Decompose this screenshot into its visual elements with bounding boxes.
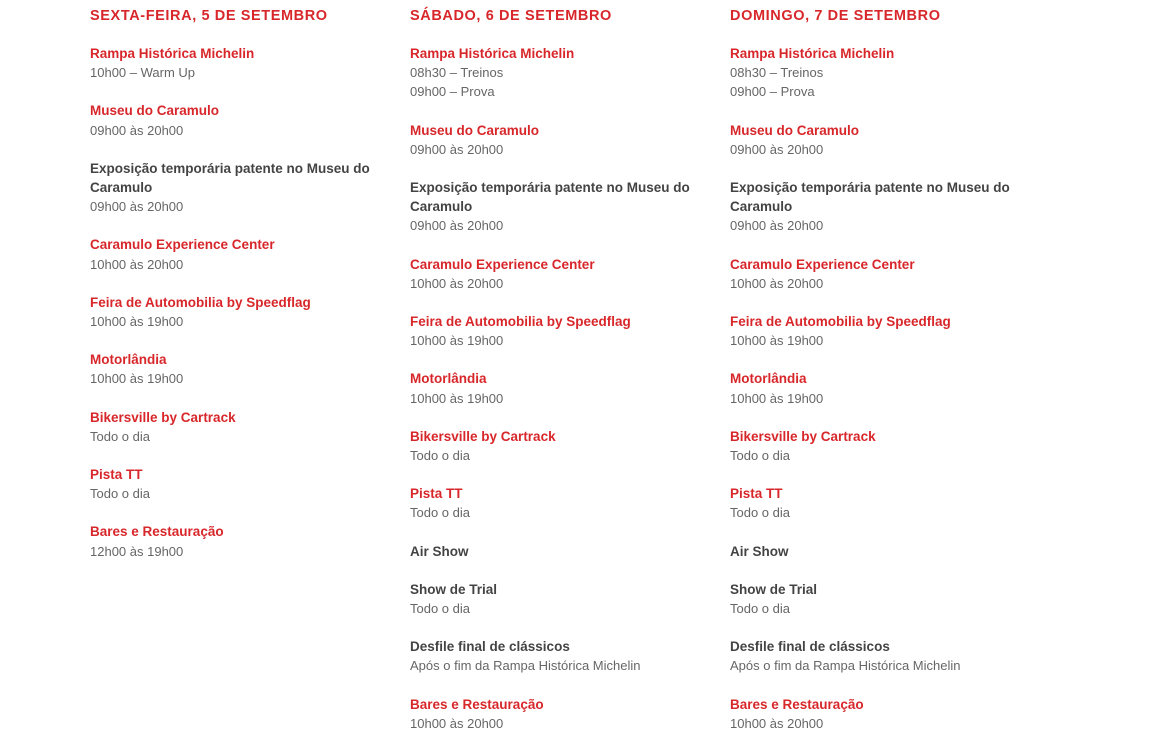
event-time: Todo o dia	[410, 505, 470, 521]
event-title: Air Show	[410, 543, 469, 559]
event-time: Todo o dia	[90, 486, 150, 502]
event-item	[90, 44, 390, 82]
event-item	[410, 580, 710, 618]
event-title: Exposição temporária patente no Museu do Caramulo	[90, 160, 370, 196]
day-heading: SEXTA-FEIRA, 5 DE SETEMBRO	[90, 8, 328, 24]
event-time: 09h00 às 20h00	[90, 199, 184, 215]
event-time: 10h00 às 19h00	[90, 371, 184, 387]
event-title: Bares e Restauração	[410, 696, 544, 712]
event-title: Motorlândia	[90, 352, 167, 368]
event-title: Rampa Histórica Michelin	[90, 46, 255, 61]
event-time: 09h00 às 20h00	[730, 141, 824, 157]
event-title: Caramulo Experience Center	[90, 237, 275, 253]
event-time: Todo o dia	[730, 505, 790, 521]
event-title: Show de Trial	[730, 581, 818, 597]
event-time: 09h00 – Prova	[410, 84, 495, 100]
event-title: Air Show	[730, 543, 789, 559]
event-time: Após o fim da Rampa Histórica Michelin	[730, 658, 961, 674]
event-time: 08h30 – Treinos	[730, 65, 824, 81]
event-time: 09h00 às 20h00	[410, 218, 504, 234]
event-item	[410, 637, 710, 675]
event-title: Museu do Caramulo	[410, 122, 540, 138]
event-title: Bikersville by Cartrack	[90, 409, 236, 425]
event-item	[90, 159, 390, 217]
event-time: 12h00 às 19h00	[90, 543, 184, 559]
event-time: Todo o dia	[90, 428, 150, 444]
event-time: 10h00 às 20h00	[730, 275, 824, 291]
event-item	[410, 695, 710, 733]
event-time: 09h00 – Prova	[730, 84, 815, 100]
event-title: Motorlândia	[730, 371, 807, 387]
day-heading: SÁBADO, 6 DE SETEMBRO	[410, 8, 612, 24]
event-item	[730, 695, 1030, 733]
event-title: Museu do Caramulo	[730, 122, 860, 138]
event-time: 10h00 às 20h00	[730, 715, 824, 731]
event-item	[90, 465, 390, 503]
event-item	[410, 178, 710, 236]
event-title: Rampa Histórica Michelin	[730, 46, 895, 61]
event-item	[730, 637, 1030, 675]
event-time: 08h30 – Treinos	[410, 65, 504, 81]
event-time: 10h00 – Warm Up	[90, 65, 196, 81]
event-item	[90, 293, 390, 331]
event-item	[730, 121, 1030, 159]
event-title: Exposição temporária patente no Museu do Caramulo	[410, 180, 690, 215]
event-item	[730, 44, 1030, 102]
event-item	[410, 427, 710, 465]
event-title: Exposição temporária patente no Museu do Caramulo	[730, 180, 1010, 215]
event-item	[410, 121, 710, 159]
event-time: 10h00 às 20h00	[410, 275, 504, 291]
event-item	[730, 255, 1030, 293]
day-heading: DOMINGO, 7 DE SETEMBRO	[730, 8, 941, 24]
event-title: Pista TT	[90, 467, 143, 483]
event-item	[730, 580, 1030, 618]
event-item	[90, 235, 390, 273]
event-title: Bares e Restauração	[730, 696, 864, 712]
event-item	[730, 178, 1030, 236]
event-title: Caramulo Experience Center	[410, 256, 595, 272]
event-time: 10h00 às 20h00	[410, 715, 504, 731]
event-title: Desfile final de clássicos	[410, 639, 570, 655]
event-item	[410, 484, 710, 522]
event-item	[730, 312, 1030, 350]
event-title: Feira de Automobilia by Speedflag	[90, 294, 311, 310]
event-title: Bikersville by Cartrack	[730, 428, 876, 444]
event-item	[410, 369, 710, 407]
event-item	[730, 427, 1030, 465]
event-time: 10h00 às 19h00	[410, 333, 504, 349]
event-time: 10h00 às 19h00	[730, 390, 824, 406]
event-time: Todo o dia	[730, 448, 790, 464]
event-title: Bares e Restauração	[90, 524, 224, 540]
event-item	[730, 484, 1030, 522]
event-time: 09h00 às 20h00	[90, 122, 184, 138]
event-item	[730, 369, 1030, 407]
event-title: Feira de Automobilia by Speedflag	[410, 314, 631, 330]
event-title: Feira de Automobilia by Speedflag	[730, 314, 951, 330]
event-item	[410, 312, 710, 350]
event-time: Todo o dia	[410, 448, 470, 464]
event-list	[90, 44, 390, 561]
event-time: 10h00 às 19h00	[90, 314, 184, 330]
event-item	[90, 408, 390, 446]
event-time: 10h00 às 20h00	[90, 256, 184, 272]
event-title: Motorlândia	[410, 371, 487, 387]
event-title: Rampa Histórica Michelin	[410, 46, 575, 61]
event-title: Desfile final de clássicos	[730, 639, 890, 655]
event-title: Pista TT	[730, 486, 783, 502]
event-time: 10h00 às 19h00	[410, 390, 504, 406]
event-item	[90, 522, 390, 560]
event-title: Bikersville by Cartrack	[410, 428, 556, 444]
day-column-sunday	[730, 7, 1030, 752]
event-title: Show de Trial	[410, 581, 498, 597]
event-title: Pista TT	[410, 486, 463, 502]
event-time: 09h00 às 20h00	[730, 218, 824, 234]
event-item	[90, 101, 390, 139]
event-item	[410, 542, 710, 561]
event-title: Museu do Caramulo	[90, 103, 220, 119]
day-column-saturday	[410, 7, 710, 752]
event-title: Caramulo Experience Center	[730, 256, 915, 272]
event-time: 09h00 às 20h00	[410, 141, 504, 157]
event-time: Todo o dia	[730, 601, 790, 617]
event-time: 10h00 às 19h00	[730, 333, 824, 349]
event-time: Todo o dia	[410, 601, 470, 617]
event-list	[730, 44, 1030, 733]
event-item	[410, 44, 710, 102]
event-time: Após o fim da Rampa Histórica Michelin	[410, 658, 641, 674]
event-item	[410, 255, 710, 293]
event-list	[410, 44, 710, 733]
event-item	[730, 542, 1030, 561]
event-item	[90, 350, 390, 388]
day-column-friday	[90, 7, 390, 580]
